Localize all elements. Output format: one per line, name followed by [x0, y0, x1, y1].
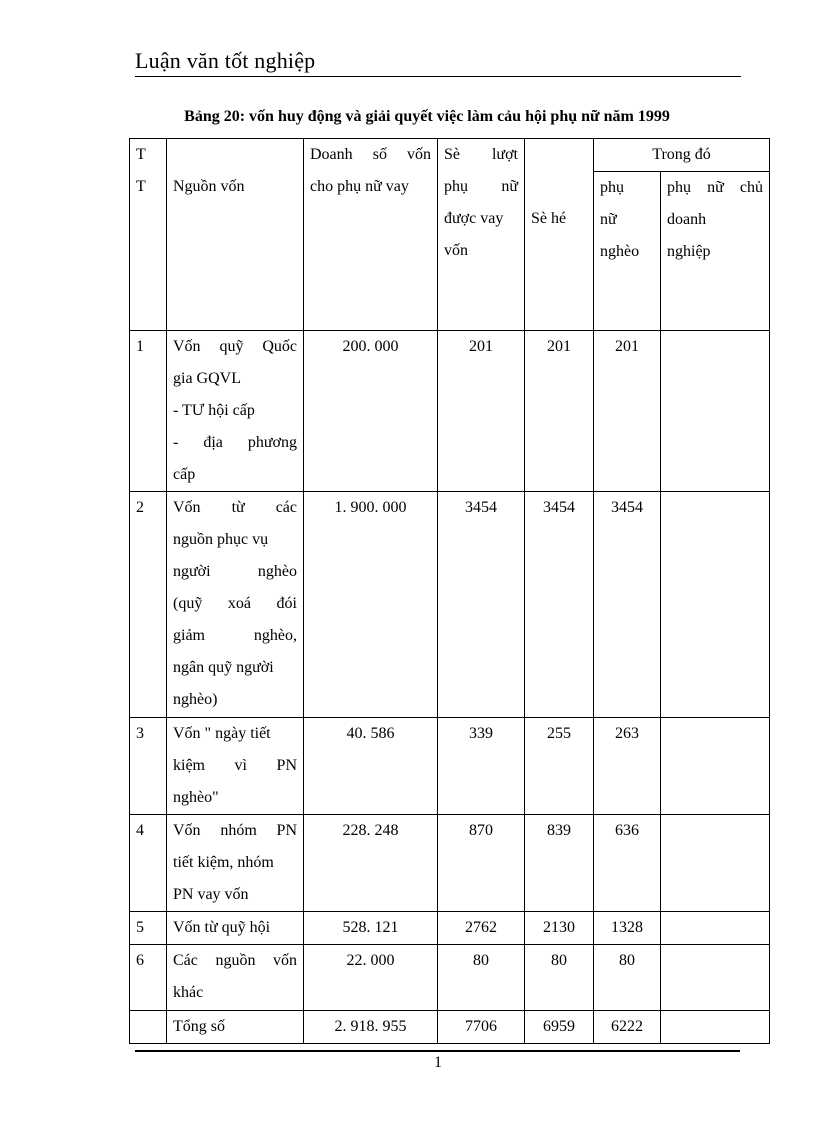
table-row — [130, 945, 770, 1011]
cell-source — [167, 815, 304, 912]
cell-tt: 6 — [130, 945, 167, 1011]
cell-tt: 3 — [130, 718, 167, 815]
table-header-row — [130, 139, 770, 172]
funding-table — [129, 138, 770, 1044]
cell-source-line: Vốn nhóm PN — [173, 822, 297, 839]
cell-poor-women: 80 — [594, 945, 661, 1011]
table-row — [130, 815, 770, 912]
cell-revenue: 228. 248 — [304, 815, 438, 912]
cell-poor-women: 1328 — [594, 912, 661, 945]
table-total-row — [130, 1011, 770, 1044]
cell-source-line: tiết kiệm, nhóm — [173, 854, 274, 871]
cell-source-line: - địa phương — [173, 434, 297, 451]
cell-source-line: Vốn " ngày tiết — [173, 725, 271, 742]
cell-women-owners — [661, 1011, 770, 1044]
cell-revenue: 2. 918. 955 — [304, 1011, 438, 1044]
cell-revenue: 1. 900. 000 — [304, 492, 438, 718]
cell-borrowers: 7706 — [438, 1011, 525, 1044]
cell-poor-women: 201 — [594, 331, 661, 492]
cell-women-owners — [661, 331, 770, 492]
cell-source — [167, 331, 304, 492]
header-women-owners-line: phụ nữ chủ — [667, 179, 764, 196]
cell-revenue: 528. 121 — [304, 912, 438, 945]
header-source — [167, 139, 304, 331]
cell-poor-women: 3454 — [594, 492, 661, 718]
cell-source-line: Vốn quỹ Quốc — [173, 338, 297, 355]
table-row — [130, 492, 770, 718]
cell-tt — [130, 1011, 167, 1044]
header-poor-women — [594, 172, 661, 331]
header-tt-line: T — [136, 146, 146, 163]
cell-borrowers: 2762 — [438, 912, 525, 945]
cell-tt: 4 — [130, 815, 167, 912]
header-revenue-line: cho phụ nữ vay — [310, 178, 409, 195]
cell-revenue: 200. 000 — [304, 331, 438, 492]
cell-source-line: người nghèo — [173, 563, 297, 580]
cell-source — [167, 912, 304, 945]
cell-source-line: nghèo) — [173, 691, 218, 708]
cell-women-owners — [661, 945, 770, 1011]
cell-revenue: 22. 000 — [304, 945, 438, 1011]
header-borrowers-line: vốn — [444, 242, 468, 259]
header-revenue-line: Doanh số vốn — [310, 146, 431, 163]
cell-source-line: nguồn phục vụ — [173, 531, 269, 548]
cell-women-owners — [661, 815, 770, 912]
cell-women-owners — [661, 718, 770, 815]
cell-tt: 1 — [130, 331, 167, 492]
cell-borrowers: 339 — [438, 718, 525, 815]
cell-women-owners — [661, 912, 770, 945]
table-caption: Bảng 20: vốn huy động và giải quyết việc làm cảu hội phụ nữ năm 1999 — [184, 108, 670, 125]
cell-source-line: Vốn từ quỹ hội — [173, 919, 271, 936]
header-borrowers-line: phụ nữ — [444, 178, 518, 195]
header-poor-women-line: nghèo — [600, 243, 640, 260]
cell-source-line: gia GQVL — [173, 370, 241, 387]
cell-source-line: Tổng số — [173, 1018, 225, 1035]
header-women-owners — [661, 172, 770, 331]
header-spacer — [531, 139, 587, 203]
header-divider — [135, 76, 741, 77]
cell-source-line: PN vay vốn — [173, 886, 249, 903]
cell-borrowers: 201 — [438, 331, 525, 492]
cell-borrowers: 870 — [438, 815, 525, 912]
header-poor-women-line: phụ — [600, 179, 624, 196]
cell-borrowers: 3454 — [438, 492, 525, 718]
cell-source-line: khác — [173, 984, 204, 1001]
cell-source-line: Vốn từ các — [173, 499, 297, 516]
header-borrowers — [438, 139, 525, 331]
header-spacer — [173, 139, 297, 171]
header-source-label: Nguồn vốn — [173, 178, 245, 195]
cell-source-line: kiệm vì PN — [173, 757, 297, 774]
cell-poor-women: 6222 — [594, 1011, 661, 1044]
header-of-which: Trong đó — [594, 139, 770, 172]
cell-source-line: - TƯ hội cấp — [173, 402, 255, 419]
cell-households: 839 — [525, 815, 594, 912]
cell-source — [167, 718, 304, 815]
cell-source-line: (quỹ xoá đói — [173, 595, 297, 612]
cell-households: 3454 — [525, 492, 594, 718]
cell-households: 201 — [525, 331, 594, 492]
header-borrowers-line: được vay — [444, 210, 504, 227]
cell-source-line: cấp — [173, 466, 196, 483]
cell-borrowers: 80 — [438, 945, 525, 1011]
header-households-label: Sè hé — [531, 210, 567, 227]
cell-source-line: ngân quỹ người — [173, 659, 274, 676]
header-borrowers-line: Sè lượt — [444, 146, 518, 163]
cell-tt: 5 — [130, 912, 167, 945]
header-revenue — [304, 139, 438, 331]
document-header-title: Luận văn tốt nghiệp — [135, 48, 316, 73]
header-women-owners-line: nghiệp — [667, 243, 711, 260]
cell-source — [167, 492, 304, 718]
cell-households: 6959 — [525, 1011, 594, 1044]
cell-households: 80 — [525, 945, 594, 1011]
cell-tt: 2 — [130, 492, 167, 718]
cell-poor-women: 636 — [594, 815, 661, 912]
cell-poor-women: 263 — [594, 718, 661, 815]
table-row — [130, 718, 770, 815]
header-tt — [130, 139, 167, 331]
cell-source-line: nghèo" — [173, 789, 219, 806]
cell-source-line: Các nguồn vốn — [173, 952, 297, 969]
table-row — [130, 912, 770, 945]
header-tt-line: T — [136, 178, 146, 195]
table-row — [130, 331, 770, 492]
cell-households: 2130 — [525, 912, 594, 945]
page-number: 1 — [434, 1054, 442, 1071]
header-poor-women-line: nữ — [600, 211, 617, 228]
header-women-owners-line: doanh — [667, 211, 707, 228]
header-households — [525, 139, 594, 331]
cell-source — [167, 1011, 304, 1044]
cell-source-line: giảm nghèo, — [173, 627, 297, 644]
cell-revenue: 40. 586 — [304, 718, 438, 815]
cell-source — [167, 945, 304, 1011]
cell-women-owners — [661, 492, 770, 718]
cell-households: 255 — [525, 718, 594, 815]
